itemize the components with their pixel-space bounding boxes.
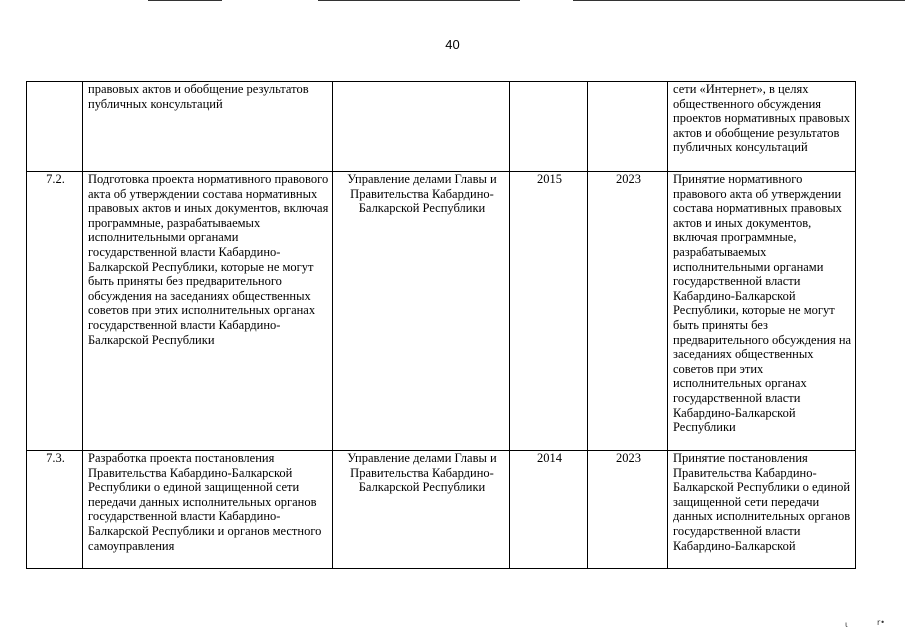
activity-cell: Разработка проекта постановления Правительства Кабардино-Балкарской Республики о единой защищенной сети передачи данных исполнительных органов государственной власти Кабардино-Балкарской Республики и органов местного самоуправления <box>83 451 333 569</box>
table-row <box>27 82 856 172</box>
result-cell: Принятие постановления Правительства Кабардино-Балкарской Республики о единой защищенной сети передачи данных исполнительных органов государственной власти Кабардино-Балкарской <box>668 451 856 569</box>
start-year-cell: 2015 <box>510 172 588 451</box>
row-number-cell: 7.3. <box>27 451 83 569</box>
activity-cell: Подготовка проекта нормативного правового акта об утверждении состава нормативных правовых актов и иных документов, включая программные, разрабатываемых исполнительными органами государственной власти Кабардино-Балкарской Республики, которые не могут быть приняты без предварительного обсуждения на заседаниях общественных советов при этих исполнительных органах государственной власти Кабардино-Балкарской Республики <box>83 172 333 451</box>
row-number-cell <box>27 82 83 172</box>
table-row <box>27 451 856 569</box>
row-number-cell: 7.2. <box>27 172 83 451</box>
activity-cell: правовых актов и обобщение результатов публичных консультаций <box>83 82 333 172</box>
scan-artifact-line <box>318 0 520 1</box>
end-year-cell: 2023 <box>588 172 668 451</box>
result-cell: Принятие нормативного правового акта об утверждении состава нормативных правовых актов и иных документов, включая программные, разрабатываемых исполнительными органами государственной власти Кабардино-Балкарской Республики, которые не могут быть приняты без предварительного обсуждения на заседаниях общественных советов при этих исполнительных органах государственной власти Кабардино-Балкарской Республики <box>668 172 856 451</box>
scan-speck: r• <box>877 618 886 627</box>
start-year-cell <box>510 82 588 172</box>
scan-speck: ι <box>845 620 848 629</box>
executor-cell: Управление делами Главы и Правительства Кабардино-Балкарской Республики <box>333 451 510 569</box>
executor-cell: Управление делами Главы и Правительства Кабардино-Балкарской Республики <box>333 172 510 451</box>
result-cell: сети «Интернет», в целях общественного обсуждения проектов нормативных правовых актов и обобщение результатов публичных консультаций <box>668 82 856 172</box>
start-year-cell: 2014 <box>510 451 588 569</box>
table-row <box>27 172 856 451</box>
plan-table <box>26 81 856 569</box>
end-year-cell: 2023 <box>588 451 668 569</box>
scan-artifact-line <box>573 0 905 1</box>
executor-cell <box>333 82 510 172</box>
page-number: 40 <box>445 37 460 52</box>
scan-artifact-line <box>148 0 222 1</box>
end-year-cell <box>588 82 668 172</box>
